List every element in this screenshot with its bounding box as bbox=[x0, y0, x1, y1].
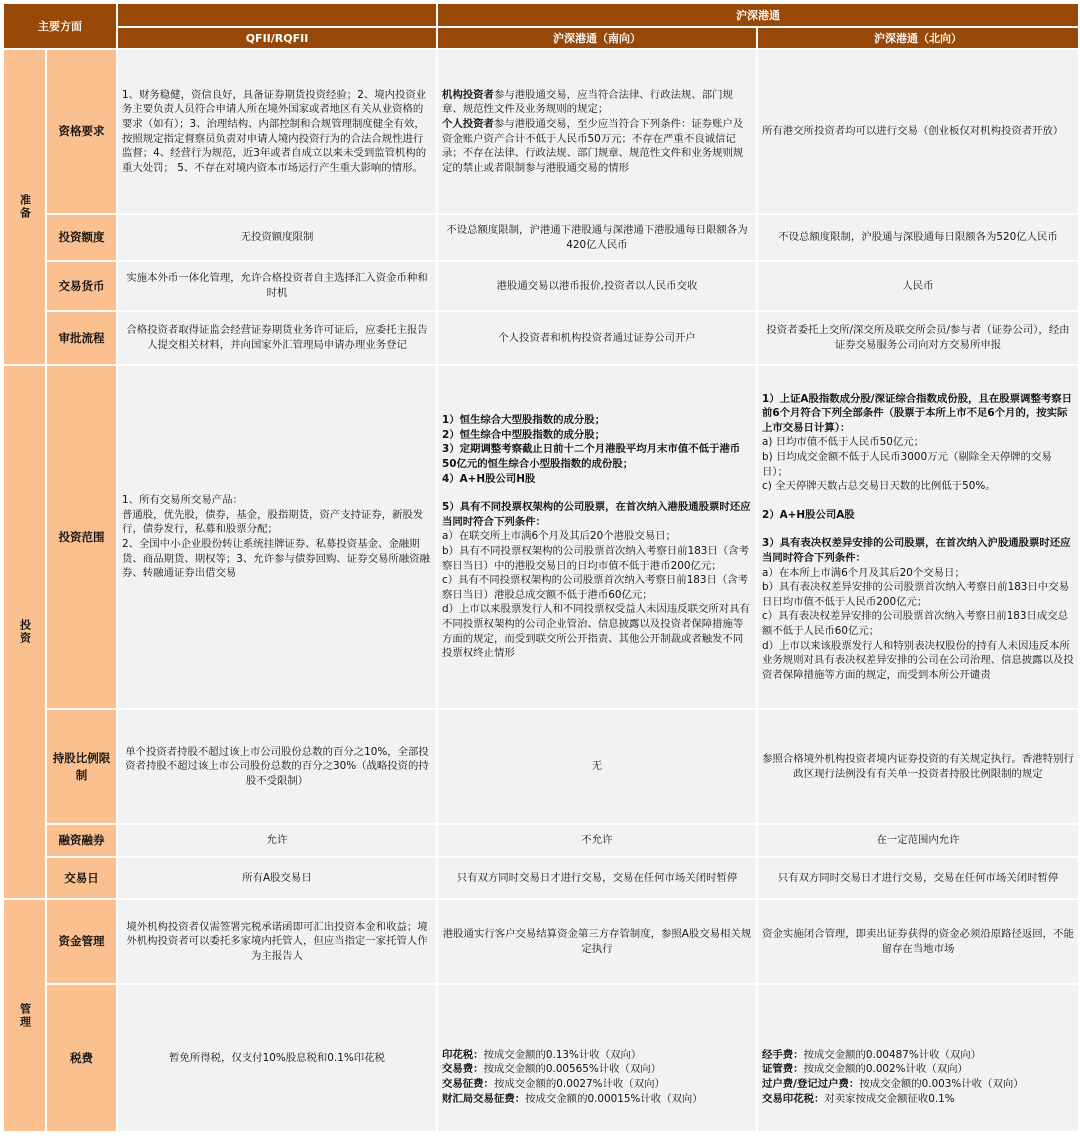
category-preparation bbox=[4, 50, 45, 364]
row-label-quota: 投资额度 bbox=[47, 215, 116, 260]
cell-holding-qfii: 单个投资者持股不超过该上市公司股份总数的百分之10%，全部投资者持股不超过该上市公司股份总数的百分之30%（战略投资的持股不受限制） bbox=[118, 710, 436, 823]
cell-funds-north: 资金实施闭合管理，即卖出证券获得的资金必须沿原路径返回，不能留存在当地市场 bbox=[758, 900, 1078, 983]
cell-line bbox=[442, 1048, 752, 1063]
cell-approval-qfii: 合格投资者取得证监会经营证券期货业务许可证后，应委托主报告人提交相关材料，并向国家外汇管理局申请办理业务登记 bbox=[118, 312, 436, 364]
cell-lines bbox=[762, 1048, 1074, 1106]
cell-lines bbox=[762, 392, 1074, 683]
cell-line bbox=[762, 609, 1074, 638]
row-label-currency: 交易货币 bbox=[47, 262, 116, 310]
line-bold-text: 过户费/登记过户费： bbox=[762, 1078, 860, 1090]
cell-margin-south: 不允许 bbox=[438, 825, 756, 856]
line-text: d）上市以来该股票发行人和特别表决权股份的持有人未因违反本所业务规则对具有表决权差异安排的公司在公司治理、信息披露以及投资者保障措施等方面的规定，而受到本所公开谴责 bbox=[762, 639, 1074, 681]
cell-line bbox=[122, 508, 432, 537]
header-northbound: 沪深港通（北向） bbox=[758, 28, 1078, 48]
cell-line bbox=[122, 493, 432, 508]
row-label-approval: 审批流程 bbox=[47, 312, 116, 364]
cell-holding-north: 参照合格境外机构投资者境内证券投资的有关规定执行。香港特别行政区现行法例没有有关单一投资者持股比例限制的规定 bbox=[758, 710, 1078, 823]
cell-line bbox=[762, 1092, 1074, 1107]
cell-line bbox=[762, 566, 1074, 581]
cell-line bbox=[442, 413, 752, 428]
line-text: c）具有不同投票权架构的公司股票首次纳入考察日前183日（含考察日当日）港股总成交额不低于港币60亿元； bbox=[442, 574, 749, 601]
cell-tax-south bbox=[438, 985, 756, 1131]
cell-line bbox=[762, 580, 1074, 609]
line-bold-text: 机构投资者 bbox=[442, 88, 494, 101]
line-text: a) 日均市值不低于人民币50亿元； bbox=[762, 436, 925, 449]
cell-line bbox=[442, 1062, 752, 1077]
header-qfii: QFII/RQFII bbox=[118, 28, 436, 48]
line-bold-text: 2）A+H股公司A股 bbox=[762, 508, 855, 521]
cell-line bbox=[762, 1077, 1074, 1092]
row-label-scope: 投资范围 bbox=[47, 366, 116, 708]
cell-funds-south: 港股通实行客户交易结算资金第三方存管制度，参照A股交易相关规定执行 bbox=[438, 900, 756, 983]
line-text: 按成交金额的0.00487%计收（双向） bbox=[803, 1048, 982, 1061]
line-text: 按成交金额的0.00565%计收（双向） bbox=[483, 1063, 662, 1076]
cell-approval-north: 投资者委托上交所/深交所及联交所会员/参与者（证券公司），经由证券交易服务公司向对方交易所申报 bbox=[758, 312, 1078, 364]
line-text: c）具有表决权差异安排的公司股票首次纳入考察日前183日成交总额不低于人民币60亿元； bbox=[762, 610, 1069, 637]
line-text: c) 全天停牌天数占总交易日天数的比例低于50%。 bbox=[762, 480, 996, 493]
header-main-aspect: 主要方面 bbox=[4, 4, 116, 48]
header-blank bbox=[118, 4, 436, 26]
cell-currency-south: 港股通交易以港币报价,投资者以人民币交收 bbox=[438, 262, 756, 310]
line-bold-text: 印花税： bbox=[442, 1048, 484, 1061]
category-label: 投资 bbox=[18, 619, 32, 645]
line-text: 参与港股通交易，应当符合法律、行政法规、部门规章、规范性文件及业务规则的规定； bbox=[442, 88, 733, 116]
cell-line bbox=[442, 1077, 752, 1092]
cell-trading-day-south: 只有双方同时交易日才进行交易，交易在任何市场关闭时暂停 bbox=[438, 858, 756, 898]
cell-line bbox=[122, 537, 432, 581]
row-label-funds: 资金管理 bbox=[47, 900, 116, 983]
cell-lines bbox=[442, 1048, 752, 1106]
cell-scope-south bbox=[438, 366, 756, 708]
line-text: 对卖家按成交金额征收0.1% bbox=[824, 1092, 955, 1105]
cell-funds-qfii: 境外机构投资者仅需签署完税承诺函即可汇出投资本金和收益；境外机构投资者可以委托多家境内托管人，但应当指定一家托管人作为主报告人 bbox=[118, 900, 436, 983]
cell-scope-north bbox=[758, 366, 1078, 708]
line-gap bbox=[442, 486, 752, 500]
cell-currency-qfii: 实施本外币一体化管理，允许合格投资者自主选择汇入资金币种和时机 bbox=[118, 262, 436, 310]
category-label: 管理 bbox=[18, 1002, 32, 1029]
cell-line bbox=[442, 472, 752, 487]
line-text: b) 日均成交金额不低于人民币3000万元（剔除全天停牌的交易日）； bbox=[762, 451, 1052, 478]
cell-quota-qfii: 无投资额度限制 bbox=[118, 215, 436, 260]
cell-scope-qfii bbox=[118, 366, 436, 708]
cell-line bbox=[762, 479, 1074, 494]
row-label-tax: 税费 bbox=[47, 985, 116, 1131]
cell-line bbox=[762, 508, 1074, 523]
cell-line bbox=[762, 392, 1074, 436]
line-text: b）具有表决权差异安排的公司股票首次纳入考察日前183日中交易日日均市值不低于人民币200亿元； bbox=[762, 581, 1069, 608]
cell-quota-south: 不设总额度限制，沪港通下港股通与深港通下港股通每日限额各为420亿人民币 bbox=[438, 215, 756, 260]
line-bold-text: 个人投资者 bbox=[442, 117, 494, 130]
cell-tax-qfii: 暂免所得税，仅支付10%股息税和0.1%印花税 bbox=[118, 985, 436, 1131]
cell-approval-south: 个人投资者和机构投资者通过证券公司开户 bbox=[438, 312, 756, 364]
line-text: 2、全国中小企业股份转让系统挂牌证券、私募投资基金、金融期货、商品期货、期权等；3、允许参与债券回购、证券交易所融资融券、转融通证券出借交易 bbox=[122, 538, 430, 580]
line-text: 1、所有交易所交易产品： bbox=[122, 494, 243, 507]
cell-line bbox=[442, 573, 752, 602]
line-bold-text: 3）定期调整考察截止日前十二个月港股平均月末市值不低于港币50亿元的恒生综合小型股指数的成份股； bbox=[442, 443, 741, 471]
line-bold-text: 4）A+H股公司H股 bbox=[442, 472, 536, 485]
line-bold-text: 交易印花税： bbox=[762, 1092, 825, 1105]
cell-line bbox=[442, 1092, 752, 1107]
line-bold-text: 1）上证A股指数成分股/深证综合指数成份股，且在股票调整考察日前6个月符合下列全部条件（股票于本所上市不足6个月的，按实际上市交易日计算）： bbox=[762, 392, 1073, 434]
cell-line bbox=[442, 88, 752, 117]
cell-lines bbox=[442, 413, 752, 661]
cell-line bbox=[442, 529, 752, 544]
cell-text: 1、财务稳健，资信良好，具备证券期货投资经验；2、境内投资业务主要负责人员符合申请人所在境外国家或者地区有关从业资格的要求（如有）；3、治理结构、内部控制和合规管理制度健全有效，按照规定指定督察员负责对申请人境内投资行为的合法合规性进行监督；4、经营行为规范，近3年或者自成立以来未受到监管机构的重大处罚； 5、不存在对境内资本市场运行产生重大影响的情形。 bbox=[122, 88, 427, 174]
cell-line bbox=[442, 544, 752, 573]
line-text: 按成交金额的0.00015%计收（双向） bbox=[525, 1092, 703, 1105]
category-label: 准备 bbox=[18, 194, 32, 220]
row-label-margin: 融资融券 bbox=[47, 825, 116, 856]
cell-qualification-qfii bbox=[118, 50, 436, 213]
cell-qualification-south bbox=[438, 50, 756, 213]
line-bold-text: 交易征费： bbox=[442, 1078, 494, 1090]
cell-line bbox=[442, 117, 752, 175]
line-text: 参与港股通交易，至少应当符合下列条件：证券账户及资金账户资产合计不低于人民币50万元；不存在严重不良诚信记录；不存在法律、行政法规、部门规章、规范性文件和业务规则规定的禁止或者限制参与港股通交易的情形 bbox=[442, 117, 744, 174]
header-group-title: 沪深港通 bbox=[438, 4, 1078, 26]
line-text: 按成交金额的0.002%计收（双向） bbox=[803, 1063, 968, 1076]
cell-line bbox=[762, 450, 1074, 479]
cell-holding-south: 无 bbox=[438, 710, 756, 823]
row-label-qualification: 资格要求 bbox=[47, 50, 116, 213]
line-bold-text: 2）恒生综合中型股指数的成分股； bbox=[442, 428, 606, 441]
line-gap bbox=[762, 494, 1074, 508]
category-management bbox=[4, 900, 45, 1131]
cell-margin-qfii: 允许 bbox=[118, 825, 436, 856]
line-text: 按成交金额的0.0027%计收（双向） bbox=[493, 1078, 665, 1090]
row-label-trading-day: 交易日 bbox=[47, 858, 116, 898]
cell-text: 所有港交所投资者均可以进行交易（创业板仅对机构投资者开放） bbox=[762, 125, 1064, 138]
line-bold-text: 证管费： bbox=[762, 1063, 804, 1076]
row-label-holding: 持股比例限制 bbox=[47, 710, 116, 823]
cell-line bbox=[762, 1048, 1074, 1063]
cell-line bbox=[442, 442, 752, 471]
cell-tax-north bbox=[758, 985, 1078, 1131]
cell-line bbox=[762, 536, 1074, 565]
cell-lines bbox=[442, 88, 752, 176]
line-bold-text: 交易费： bbox=[442, 1063, 484, 1076]
line-text: 普通股，优先股，债券，基金，股指期货，资产支持证券，新股发行，债券发行，私募和股票分配； bbox=[122, 508, 424, 536]
cell-line bbox=[762, 435, 1074, 450]
line-text: d）上市以来股票发行人和不同投票权受益人未因违反联交所对具有不同投票权架构的公司企业管治、信息披露以及投资者保障措施等方面的规定，而受到联交所公开指责、其他公开制裁或者触发不同投票权终止情形 bbox=[442, 603, 750, 660]
cell-qualification-north bbox=[758, 50, 1078, 213]
category-investment bbox=[4, 366, 45, 898]
cell-lines bbox=[122, 493, 432, 581]
line-gap bbox=[762, 522, 1074, 536]
cell-line bbox=[442, 602, 752, 660]
header-southbound: 沪深港通（南向） bbox=[438, 28, 756, 48]
cell-line bbox=[442, 428, 752, 443]
line-bold-text: 5）具有不同投票权架构的公司股票，在首次纳入港股通股票时还应当同时符合下列条件： bbox=[442, 501, 751, 528]
line-bold-text: 财汇局交易征费： bbox=[442, 1092, 526, 1105]
comparison-table bbox=[4, 4, 1078, 1131]
cell-line bbox=[442, 500, 752, 529]
line-bold-text: 3）具有表决权差异安排的公司股票，在首次纳入沪股通股票时还应当同时符合下列条件： bbox=[762, 537, 1071, 564]
cell-currency-north: 人民币 bbox=[758, 262, 1078, 310]
cell-trading-day-qfii: 所有A股交易日 bbox=[118, 858, 436, 898]
cell-quota-north: 不设总额度限制，沪股通与深股通每日限额各为520亿人民币 bbox=[758, 215, 1078, 260]
cell-line bbox=[762, 1062, 1074, 1077]
line-text: a）在联交所上市满6个月及其后20个港股交易日； bbox=[442, 530, 677, 543]
line-bold-text: 1）恒生综合大型股指数的成分股； bbox=[442, 414, 606, 427]
cell-trading-day-north: 只有双方同时交易日才进行交易，交易在任何市场关闭时暂停 bbox=[758, 858, 1078, 898]
cell-margin-north: 在一定范围内允许 bbox=[758, 825, 1078, 856]
line-text: b）具有不同投票权架构的公司股票首次纳入考察日前183日（含考察日当日）中的港股交易日的日均市值不低于港币200亿元； bbox=[442, 545, 749, 572]
cell-line bbox=[762, 639, 1074, 683]
line-bold-text: 经手费： bbox=[762, 1048, 804, 1061]
line-text: 按成交金额的0.13%计收（双向） bbox=[483, 1048, 642, 1061]
line-text: a）在本所上市满6个月及其后20个交易日； bbox=[762, 566, 965, 579]
line-text: 按成交金额的0.003%计收（双向） bbox=[859, 1078, 1024, 1090]
